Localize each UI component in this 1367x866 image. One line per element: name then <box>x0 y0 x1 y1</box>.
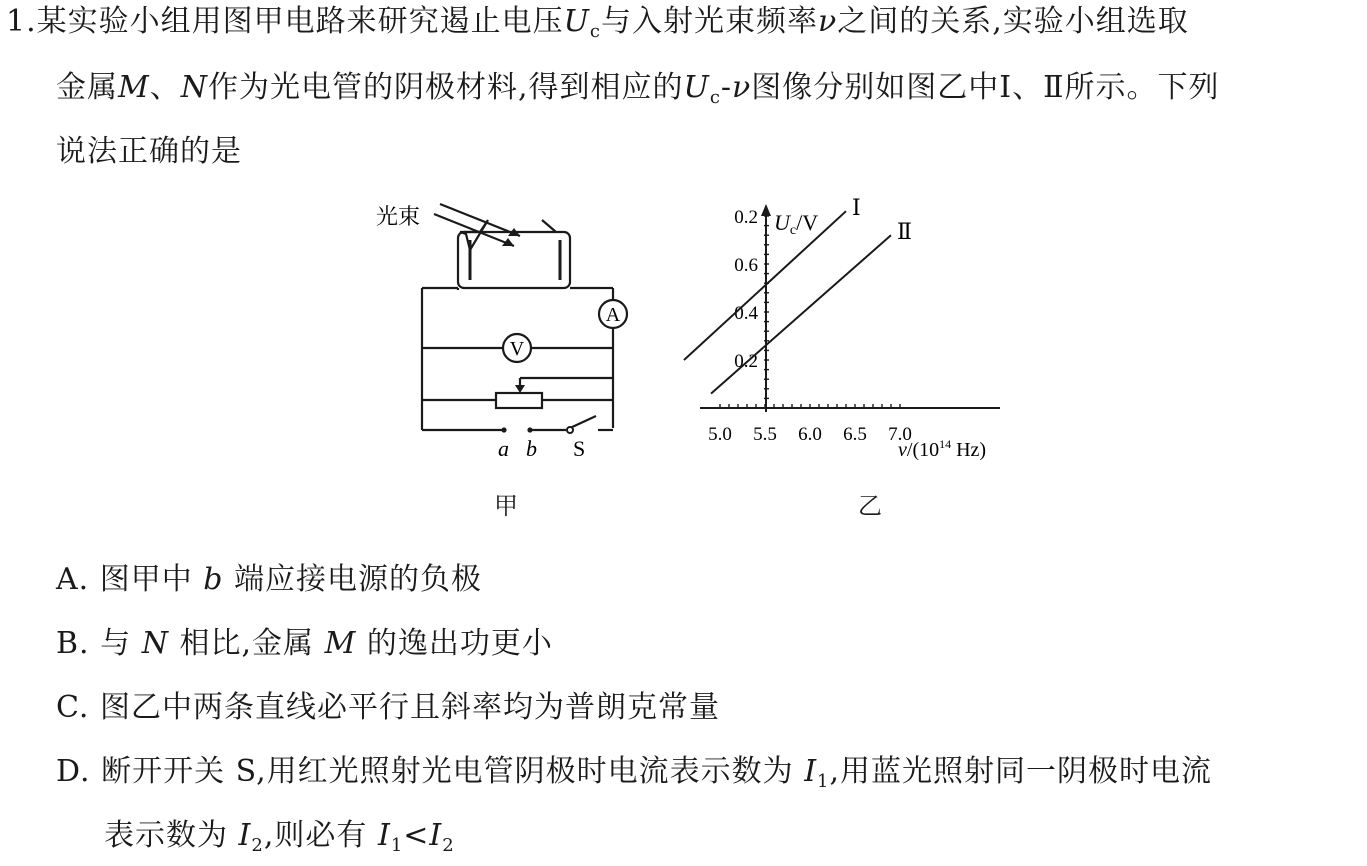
option-d-continued <box>104 816 455 866</box>
option-text: 的逸出功更小 <box>366 626 553 661</box>
var-i-sub: 2 <box>442 835 455 856</box>
option-text: 端应接电源的负极 <box>234 562 483 597</box>
phototube-window-icon <box>542 220 556 232</box>
option-label: D. <box>56 754 91 789</box>
beam-label: 光束 <box>376 204 421 229</box>
option-c[interactable] <box>56 688 720 728</box>
var-u: U <box>683 70 710 105</box>
terminal-b-label: b <box>526 436 537 461</box>
y-tick-label: 0.4 <box>734 303 758 324</box>
question-line-1 <box>6 2 1189 52</box>
terminal-b-icon <box>527 427 532 432</box>
var-i: I <box>238 818 252 853</box>
option-text: 图乙中两条直线必平行且斜率均为普朗克常量 <box>99 690 720 725</box>
circuit-diagram <box>370 190 670 480</box>
option-text: ,用蓝光照射同一阴极时电流 <box>829 754 1213 789</box>
switch-icon <box>570 416 596 428</box>
var-u: U <box>563 4 590 39</box>
rheostat-icon <box>496 393 542 408</box>
option-label: C. <box>56 690 90 725</box>
var-i-sub: 2 <box>251 835 264 856</box>
x-tick-label: 5.5 <box>753 424 777 445</box>
question-text: 金属 <box>56 70 118 105</box>
y-tick-label: 0.2 <box>734 207 758 228</box>
var-i: I <box>804 754 818 789</box>
option-label: B. <box>56 626 90 661</box>
y-tick-label: 0.6 <box>734 255 758 276</box>
ammeter-label: A <box>605 304 621 326</box>
question-text: - <box>720 70 733 105</box>
question-text: 之间的关系,实验小组选取 <box>837 4 1189 39</box>
option-text: 相比,金属 <box>179 626 315 661</box>
y-axis-label: Uc/V <box>774 210 819 238</box>
var-n: N <box>141 626 169 661</box>
y-axis-arrow-icon <box>761 204 771 216</box>
series-label-2: Ⅱ <box>897 219 912 245</box>
question-line-2 <box>56 68 1220 118</box>
option-label: A. <box>56 562 90 597</box>
series-label-1: Ⅰ <box>852 195 861 221</box>
question-text: 某实验小组用图甲电路来研究遏止电压 <box>36 4 564 39</box>
x-tick-label: 5.0 <box>708 424 732 445</box>
figure-yi-caption: 乙 <box>858 492 882 520</box>
switch-label: S <box>573 436 586 461</box>
option-a[interactable] <box>56 560 482 600</box>
option-d[interactable] <box>56 752 1212 802</box>
var-i: I <box>377 818 391 853</box>
option-text: 表示数为 <box>104 818 228 853</box>
option-text: 断开开关 S,用红光照射光电管阴极时电流表示数为 <box>101 754 794 789</box>
x-tick-label: 7.0 <box>888 424 912 445</box>
var-i-sub: 1 <box>390 835 404 856</box>
question-text: 图像分别如图乙中Ⅰ、Ⅱ所示。下列 <box>751 70 1220 105</box>
question-text: 、 <box>149 70 181 105</box>
question-number: 1. <box>6 4 37 39</box>
question-text: 与入射光束频率 <box>601 4 819 39</box>
var-i-sub: 1 <box>817 771 830 792</box>
var-i: I <box>429 818 443 853</box>
question-text: 作为光电管的阴极材料,得到相应的 <box>207 70 684 105</box>
terminal-a-label: a <box>498 436 509 461</box>
x-tick-label: 6.0 <box>798 424 822 445</box>
x-axis-label: $\nu/(10^{14}$ Hz) <box>898 437 987 461</box>
var-u-sub: c <box>589 21 602 42</box>
switch-contact-icon <box>567 427 573 433</box>
var-nu: ν <box>732 70 752 105</box>
option-text: 图甲中 <box>99 562 193 597</box>
uc-nu-chart <box>700 195 1040 470</box>
relation-symbol: < <box>403 818 430 853</box>
var-m: M <box>118 70 150 105</box>
voltmeter-label: V <box>509 338 525 360</box>
var-nu: ν <box>818 4 838 39</box>
slider-arrow-icon <box>515 385 525 393</box>
var-n: N <box>180 70 208 105</box>
terminal-a-icon <box>501 427 506 432</box>
figure-jia-caption: 甲 <box>494 492 518 520</box>
y-tick-label: 0.2 <box>734 351 758 372</box>
x-tick-label: 6.5 <box>843 424 867 445</box>
option-text: ,则必有 <box>263 818 368 853</box>
option-text: 与 <box>100 626 132 661</box>
var-b: b <box>203 562 224 597</box>
var-m: M <box>324 626 357 661</box>
question-line-3: 说法正确的是 <box>56 134 242 169</box>
var-u-sub: c <box>709 87 721 108</box>
option-b[interactable] <box>56 624 553 664</box>
